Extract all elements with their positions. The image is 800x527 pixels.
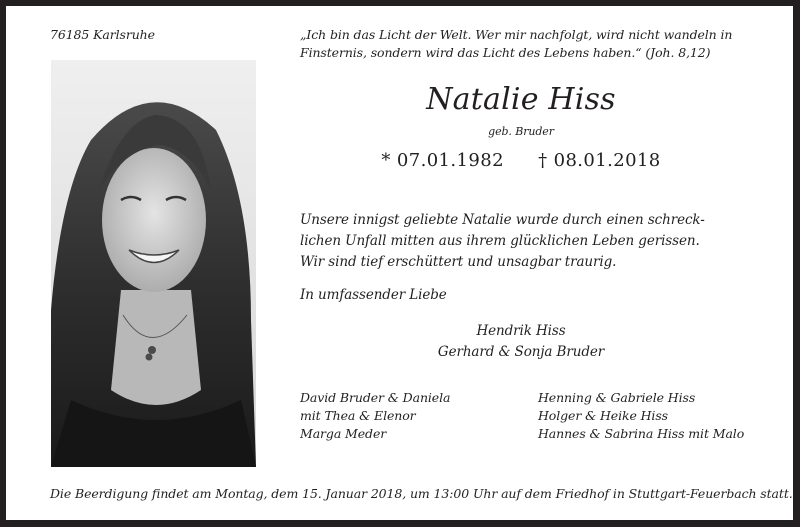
mourner: Hannes & Sabrina Hiss mit Malo (538, 426, 745, 441)
mourner: Marga Meder (300, 426, 387, 441)
mourner: David Bruder & Daniela (300, 390, 451, 405)
message-line: Unsere innigst geliebte Natalie wurde durch einen schreck- (300, 212, 705, 228)
mourner: Henning & Gabriele Hiss (538, 390, 696, 405)
quote-line: Finsternis, sondern wird das Licht des Lebens haben.“ (Joh. 8,12) (300, 45, 711, 60)
death-cross-icon: † (538, 150, 548, 171)
birth-date-group (381, 150, 504, 171)
birth-star-icon: * (381, 150, 391, 171)
death-date: 08.01.2018 (553, 150, 661, 171)
bible-quote (300, 26, 732, 62)
obituary-card (6, 6, 793, 520)
deceased-name: Natalie Hiss (426, 82, 616, 117)
quote-line: „Ich bin das Licht der Welt. Wer mir nachfolgt, wird nicht wandeln in (300, 27, 733, 42)
portrait-image (51, 60, 256, 467)
mourner: Holger & Heike Hiss (538, 408, 668, 423)
location: 76185 Karlsruhe (50, 27, 155, 42)
birth-date: 07.01.1982 (396, 150, 504, 171)
primary-mourners (296, 321, 746, 363)
message-line: lichen Unfall mitten aus ihrem glücklichen Leben gerissen. (300, 233, 700, 249)
death-date-group (538, 150, 661, 171)
condolence-message (300, 210, 705, 273)
maiden-name: geb. Bruder (488, 125, 554, 138)
portrait-photo (51, 60, 256, 467)
mourners-left-column (300, 389, 450, 443)
mourner: mit Thea & Elenor (300, 408, 416, 423)
mourners-right-column (538, 389, 744, 443)
mourner: Gerhard & Sonja Bruder (437, 344, 605, 360)
funeral-info: Die Beerdigung findet am Montag, dem 15. Januar 2018, um 13:00 Uhr auf dem Friedhof in Stuttgart-Feuerbach statt. (50, 486, 793, 501)
mourner: Hendrik Hiss (476, 323, 566, 339)
closing-line: In umfassender Liebe (300, 287, 447, 303)
life-dates (296, 150, 746, 171)
message-line: Wir sind tief erschüttert und unsagbar traurig. (300, 254, 617, 270)
